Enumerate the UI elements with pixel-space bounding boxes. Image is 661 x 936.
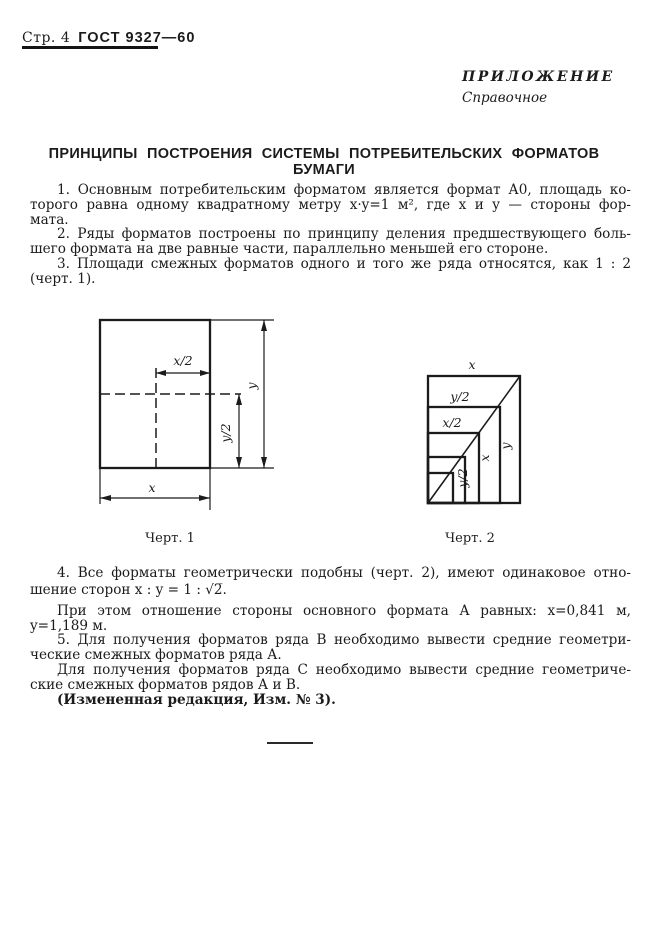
fig1-arrow	[261, 320, 267, 331]
standard-number-label: ГОСТ 9327—60	[78, 30, 196, 46]
text-line: шение сторон x : y = 1 : √2̅.	[30, 581, 227, 598]
fig1-arrow	[236, 457, 242, 468]
header-underline	[22, 46, 158, 49]
fig1-label-x: x	[148, 480, 156, 495]
text-line: (черт. 1).	[30, 270, 96, 287]
text-line: При этом отношение стороны основного формата А равных: x=0,841 м,	[57, 602, 631, 619]
fig2-label-y-half-inner: y/2	[455, 468, 470, 488]
text-line: торого равна одному квадратному метру x·y=1 м², где x и y — стороны фор-	[30, 196, 631, 213]
text-line: ские смежных форматов рядов А и В.	[30, 676, 301, 693]
fig2-label-y-right: y	[498, 442, 513, 450]
appendix-subtitle: Справочное	[462, 90, 548, 106]
fig2-label-x-mid: x	[477, 454, 492, 462]
text-line: шего формата на две равные части, параллельно меньшей его стороне.	[30, 241, 549, 258]
text-line: y=1,189 м.	[30, 617, 108, 634]
fig2-diagonal	[428, 376, 520, 503]
section-divider	[267, 742, 313, 744]
fig1-arrow	[261, 457, 267, 468]
fig1-arrow	[100, 495, 111, 501]
figure-2-caption: Черт. 2	[445, 531, 495, 546]
fig2-label-x-top: x	[468, 357, 476, 372]
body-text-upper	[30, 183, 631, 287]
fig1-arrow	[199, 495, 210, 501]
text-line: мата.	[30, 211, 69, 228]
appendix-block	[462, 69, 615, 106]
fig1-label-y: y	[244, 382, 259, 390]
fig2-label-y-half-top: y/2	[450, 389, 470, 404]
fig1-label-y-half: y/2	[218, 423, 233, 443]
text-line: 1. Основным потребительским форматом является формат А0, площадь ко-	[57, 182, 631, 198]
body-text-lower	[30, 566, 631, 707]
fig1-arrow	[236, 394, 242, 405]
text-line: 4. Все форматы геометрически подобны (черт. 2), имеют одинаковое отно-	[57, 565, 631, 581]
page-number-label: Стр. 4	[22, 30, 71, 46]
text-line: 5. Для получения форматов ряда В необходимо вывести средние геометри-	[57, 632, 631, 649]
text-line: Для получения форматов ряда С необходимо вывести средние геометриче-	[57, 661, 631, 678]
text-line: 3. Площади смежных форматов одного и того же ряда относятся, как 1 : 2	[57, 255, 631, 272]
appendix-title: ПРИЛОЖЕНИЕ	[462, 69, 615, 85]
figure-2	[420, 356, 538, 515]
text-line: (Измененная редакция, Изм. № 3).	[57, 691, 336, 708]
figure-1-drawing	[88, 310, 280, 512]
figure-2-drawing	[420, 356, 538, 511]
text-line: 2. Ряды форматов построены по принципу деления предшествующего боль-	[57, 226, 631, 243]
fig1-arrow	[200, 370, 210, 376]
fig1-label-x-half: x/2	[173, 353, 193, 368]
figure-1-caption: Черт. 1	[145, 531, 195, 546]
figure-1	[88, 310, 280, 516]
text-line: ческие смежных форматов ряда А.	[30, 647, 282, 664]
fig1-arrow	[156, 370, 166, 376]
page-title: ПРИНЦИПЫ ПОСТРОЕНИЯ СИСТЕМЫ ПОТРЕБИТЕЛЬСКИХ ФОРМАТОВ БУМАГИ	[48, 146, 600, 178]
page-header	[22, 27, 195, 46]
fig2-label-x-half-top: x/2	[442, 415, 462, 430]
